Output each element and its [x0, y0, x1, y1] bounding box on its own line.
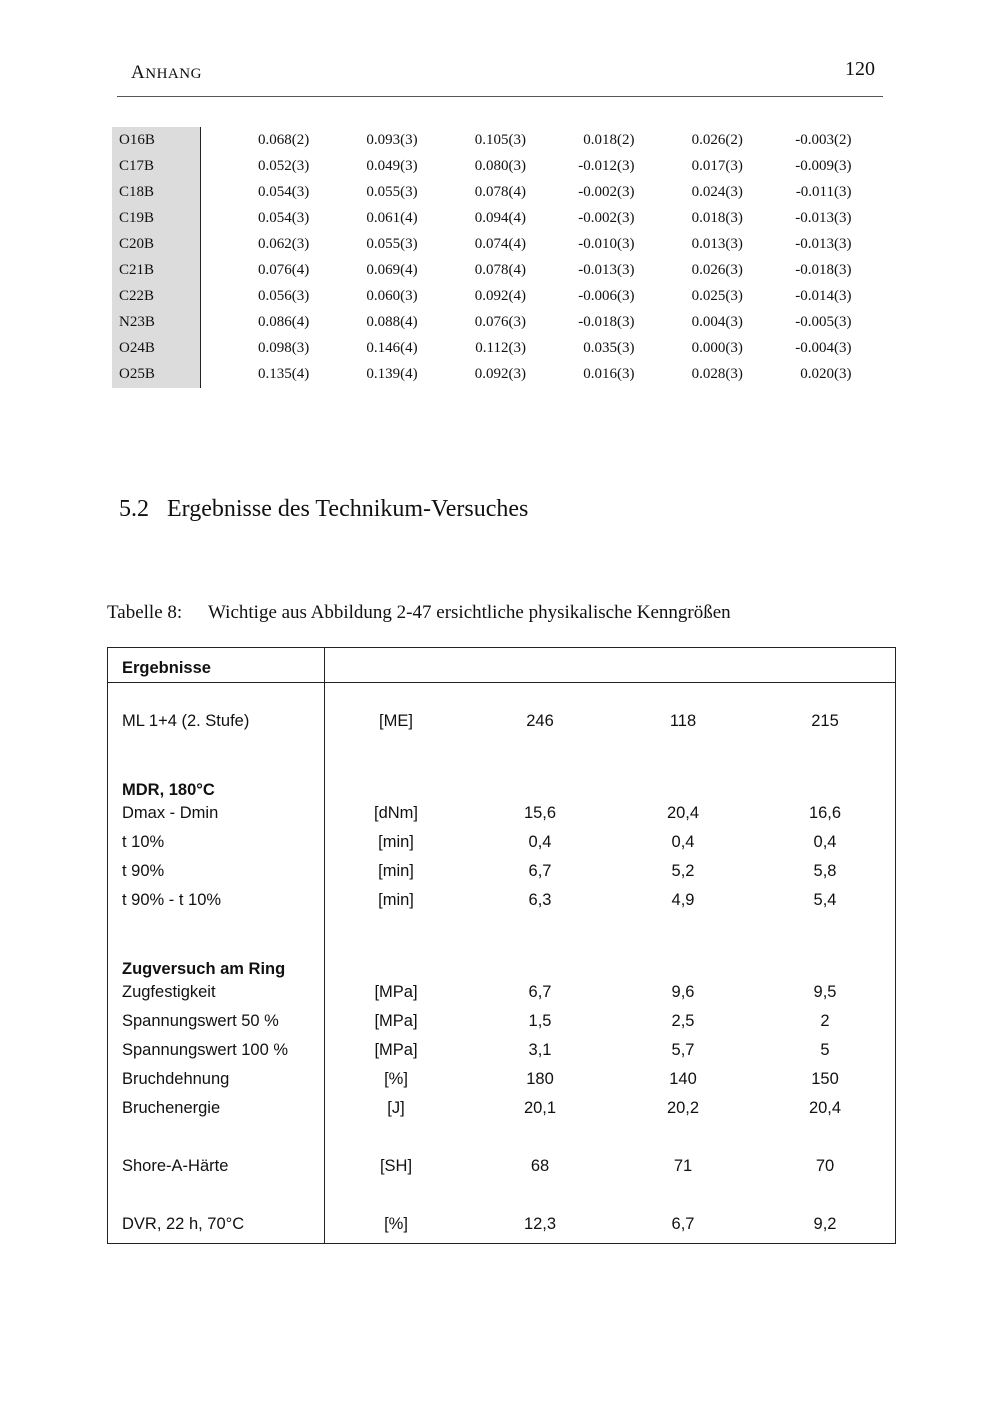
table-cell: 0.055(3): [366, 183, 418, 200]
atom-label: O24B: [112, 336, 200, 362]
table-cell: 0.105(3): [474, 131, 526, 148]
row-value: 20,4: [808, 1099, 842, 1117]
row-value: 118: [669, 712, 697, 730]
table-row: [112, 179, 852, 205]
table-cell: 0.054(3): [257, 209, 310, 226]
row-value: 140: [669, 1070, 697, 1088]
table-caption: [107, 602, 731, 624]
row-value: 68: [530, 1157, 550, 1175]
table-cell: -0.004(3): [795, 340, 852, 357]
row-unit: [MPa]: [374, 983, 418, 1001]
atom-label: C18B: [112, 179, 200, 205]
row-label: t 10%: [122, 833, 165, 851]
row-unit: [ME]: [379, 712, 413, 730]
table-cell: 0.069(4): [366, 262, 418, 279]
table-cell: 0.016(3): [583, 366, 635, 383]
row-value: 4,9: [671, 891, 695, 909]
atom-label: C19B: [112, 205, 200, 231]
table-cell: 0.013(3): [691, 235, 743, 252]
row-value: 150: [811, 1070, 839, 1088]
section-heading: [119, 496, 528, 523]
table-cell: 0.026(2): [691, 131, 743, 148]
row-value: 6,7: [528, 983, 552, 1001]
results-header: Ergebnisse: [122, 659, 211, 677]
table-row: [112, 127, 852, 153]
table-cell: -0.011(3): [795, 183, 852, 200]
row-unit: [%]: [384, 1070, 408, 1088]
row-unit: [SH]: [379, 1157, 413, 1175]
table-cell: -0.005(3): [795, 314, 852, 331]
row-value: 20,2: [666, 1099, 700, 1117]
table-row: [108, 888, 895, 912]
table-cell: 0.088(4): [366, 314, 418, 331]
row-unit: [%]: [384, 1215, 408, 1233]
page-header: [117, 58, 883, 97]
table-cell: 0.026(3): [691, 262, 743, 279]
table-cell: 0.000(3): [691, 340, 743, 357]
table-cell: 0.068(2): [257, 131, 310, 148]
row-value: 246: [526, 712, 554, 730]
row-value: 9,2: [813, 1215, 837, 1233]
running-title-rest: NHANG: [145, 66, 202, 82]
table-cell: 0.086(4): [257, 314, 310, 331]
results-table: [107, 647, 896, 1244]
table-row: [108, 1067, 895, 1091]
row-unit: [min]: [378, 833, 414, 851]
table-row: [108, 980, 895, 1004]
row-label: Dmax - Dmin: [122, 804, 219, 822]
row-value: 9,6: [671, 983, 695, 1001]
table-cell: 0.024(3): [691, 183, 743, 200]
table-cell: -0.018(3): [795, 262, 852, 279]
row-value: 0,4: [813, 833, 837, 851]
row-value: 215: [811, 712, 839, 730]
table-row: [108, 801, 895, 825]
row-value: 9,5: [813, 983, 837, 1001]
row-value: 71: [673, 1157, 693, 1175]
row-value: 0,4: [671, 833, 695, 851]
row-label: t 90% - t 10%: [122, 891, 222, 909]
row-value: 20,1: [523, 1099, 557, 1117]
row-label: Spannungswert 50 %: [122, 1012, 279, 1030]
caption-text: Wichtige aus Abbildung 2-47 ersichtliche physikalische Kenngrößen: [208, 602, 731, 623]
table-row: [112, 336, 852, 362]
atom-label: C20B: [112, 231, 200, 257]
table-cell: 0.092(3): [474, 366, 526, 383]
table-cell: 0.035(3): [583, 340, 635, 357]
table-cell: 0.049(3): [366, 157, 418, 174]
table-cell: 0.094(4): [474, 209, 526, 226]
table-cell: -0.003(2): [795, 131, 852, 148]
table-cell: 0.078(4): [474, 183, 526, 200]
group-heading-tensile: Zugversuch am Ring: [122, 960, 286, 978]
table-cell: -0.014(3): [795, 288, 852, 305]
table-cell: 0.139(4): [366, 366, 418, 383]
table-cell: 0.052(3): [257, 157, 310, 174]
table-row: [108, 830, 895, 854]
row-value: 5,2: [671, 862, 695, 880]
row-value: 20,4: [666, 804, 700, 822]
table-cell: 0.061(4): [366, 209, 418, 226]
table-cell: 0.018(3): [691, 209, 743, 226]
table-cell: 0.020(3): [800, 366, 852, 383]
row-unit: [dNm]: [373, 804, 418, 822]
row-value: 0,4: [528, 833, 552, 851]
table-cell: 0.146(4): [366, 340, 418, 357]
table-row: [108, 1154, 895, 1178]
row-unit: [min]: [378, 862, 414, 880]
row-value: 12,3: [523, 1215, 557, 1233]
row-value: 5: [820, 1041, 830, 1059]
row-label: Bruchdehnung: [122, 1070, 230, 1088]
table-row: [108, 1038, 895, 1062]
table-row: [108, 859, 895, 883]
table-cell: -0.002(3): [578, 209, 635, 226]
row-value: 5,8: [813, 862, 837, 880]
table-row: [108, 709, 895, 733]
table-row: [112, 310, 852, 336]
table-cell: -0.018(3): [578, 314, 635, 331]
atom-label: C21B: [112, 257, 200, 283]
atom-label: C17B: [112, 153, 200, 179]
row-unit: [MPa]: [374, 1041, 418, 1059]
table-cell: 0.076(3): [474, 314, 526, 331]
row-label: Shore-A-Härte: [122, 1157, 229, 1175]
group-heading-mdr: MDR, 180°C: [122, 781, 215, 799]
table-cell: 0.074(4): [474, 235, 526, 252]
table-cell: 0.093(3): [366, 131, 418, 148]
table-row: [112, 362, 852, 388]
table-cell: 0.062(3): [257, 235, 310, 252]
table-cell: 0.018(2): [583, 131, 635, 148]
row-value: 6,7: [671, 1215, 695, 1233]
table-row: [112, 284, 852, 310]
table-cell: 0.025(3): [691, 288, 743, 305]
row-value: 6,3: [528, 891, 552, 909]
table-cell: 0.080(3): [474, 157, 526, 174]
row-unit: [J]: [387, 1099, 405, 1117]
row-value: 2,5: [671, 1012, 695, 1030]
row-unit: [MPa]: [374, 1012, 418, 1030]
table-cell: -0.012(3): [578, 157, 635, 174]
table-cell: 0.056(3): [257, 288, 310, 305]
atom-displacement-table: [112, 127, 852, 388]
table-cell: -0.013(3): [795, 209, 852, 226]
row-value: 5,4: [813, 891, 837, 909]
table-row: [108, 1096, 895, 1120]
table-row: [112, 153, 852, 179]
row-label: ML 1+4 (2. Stufe): [122, 712, 250, 730]
table-cell: 0.028(3): [691, 366, 743, 383]
atom-label: O16B: [112, 127, 200, 153]
table-cell: 0.054(3): [257, 183, 310, 200]
atom-label: O25B: [112, 362, 200, 388]
table-cell: 0.092(4): [474, 288, 526, 305]
atom-label: C22B: [112, 284, 200, 310]
table-row: [112, 205, 852, 231]
row-value: 5,7: [671, 1041, 695, 1059]
table-cell: 0.098(3): [257, 340, 310, 357]
header-divider: [108, 682, 895, 683]
row-value: 2: [820, 1012, 830, 1030]
row-value: 6,7: [528, 862, 552, 880]
table-cell: 0.135(4): [257, 366, 310, 383]
table-row: [108, 1009, 895, 1033]
atom-label: N23B: [112, 310, 200, 336]
table-cell: 0.112(3): [475, 340, 526, 357]
table-row: [112, 231, 852, 257]
table-cell: 0.004(3): [691, 314, 743, 331]
row-label: Bruchenergie: [122, 1099, 221, 1117]
table-cell: -0.002(3): [578, 183, 635, 200]
table-cell: -0.013(3): [578, 262, 635, 279]
row-value: 15,6: [523, 804, 557, 822]
row-value: 16,6: [808, 804, 842, 822]
table-cell: 0.076(4): [257, 262, 310, 279]
table-row: [108, 1212, 895, 1236]
running-title: [131, 62, 202, 84]
row-label: DVR, 22 h, 70°C: [122, 1215, 245, 1233]
table-cell: 0.060(3): [366, 288, 418, 305]
table-cell: -0.013(3): [795, 235, 852, 252]
section-title: Ergebnisse des Technikum-Versuches: [167, 496, 529, 522]
section-number: 5.2: [119, 496, 149, 522]
row-value: 180: [526, 1070, 554, 1088]
row-value: 3,1: [528, 1041, 552, 1059]
table-cell: 0.055(3): [366, 235, 418, 252]
row-value: 70: [815, 1157, 835, 1175]
table-cell: -0.009(3): [795, 157, 852, 174]
caption-label: Tabelle 8:: [107, 602, 183, 623]
table-cell: -0.006(3): [578, 288, 635, 305]
row-label: Zugfestigkeit: [122, 983, 216, 1001]
row-value: 1,5: [528, 1012, 552, 1030]
table-cell: 0.078(4): [474, 262, 526, 279]
page-number: 120: [845, 58, 875, 80]
row-label: Spannungswert 100 %: [122, 1041, 289, 1059]
table-cell: 0.017(3): [691, 157, 743, 174]
running-title-initial: A: [131, 62, 146, 83]
table-row: [112, 257, 852, 283]
row-unit: [min]: [378, 891, 414, 909]
row-label: t 90%: [122, 862, 165, 880]
table-cell: -0.010(3): [578, 235, 635, 252]
